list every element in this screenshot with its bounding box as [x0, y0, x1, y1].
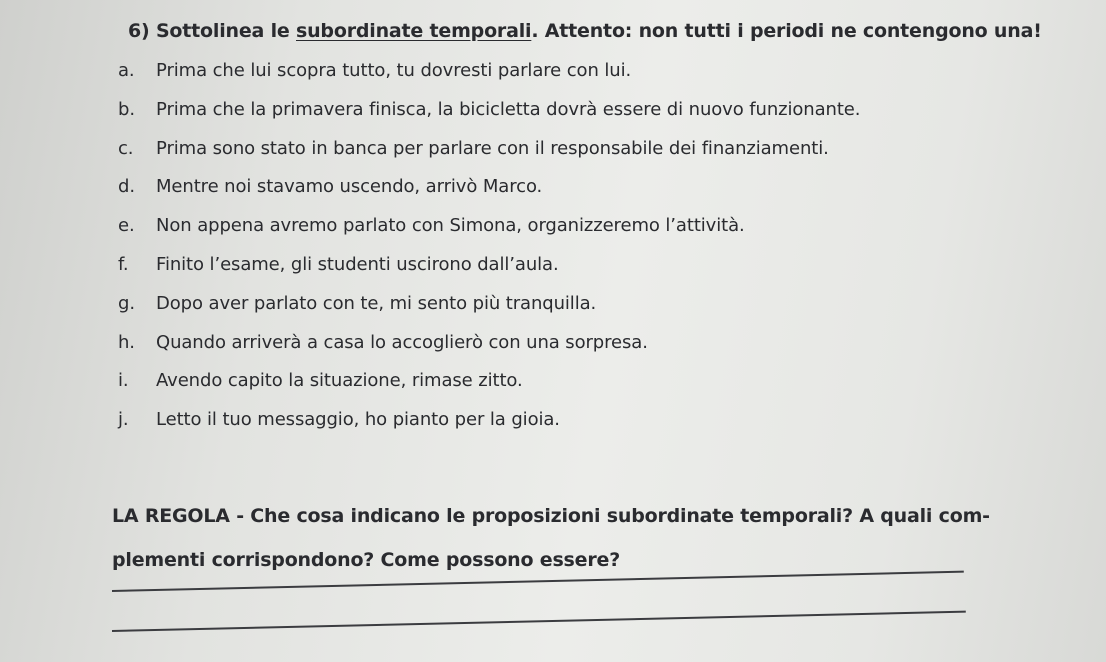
list-item-i [118, 370, 860, 409]
item-text: Dopo aver parlato con te, mi sento più tranquilla. [156, 292, 597, 314]
list-item-f [118, 254, 860, 293]
item-letter: e. [118, 215, 135, 237]
list-item-e [118, 215, 860, 254]
item-letter: g. [118, 292, 135, 314]
item-letter: i. [118, 370, 129, 392]
instruction-pre: Sottolinea le [155, 20, 290, 42]
item-text: Letto il tuo messaggio, ho pianto per la gioia. [156, 409, 560, 431]
exercise-number: 6) [128, 20, 150, 42]
list-item-b [118, 99, 860, 138]
item-letter: d. [118, 176, 135, 198]
item-text: Prima che lui scopra tutto, tu dovresti parlare con lui. [156, 60, 632, 81]
answer-line[interactable] [112, 611, 966, 632]
item-text: Avendo capito la situazione, rimase zitto. [156, 370, 523, 392]
item-letter: b. [118, 98, 135, 120]
item-letter: j. [118, 409, 129, 431]
exercise-title [128, 20, 1042, 42]
sentence-list [118, 60, 860, 448]
list-item-h [118, 332, 860, 371]
item-text: Non appena avremo parlato con Simona, organizzeremo l’attività. [156, 215, 745, 237]
list-item-c [118, 138, 860, 177]
list-item-d [118, 176, 860, 215]
list-item-g [118, 293, 860, 332]
rule-question: LA REGOLA - Che cosa indicano le proposizioni subordinate temporali? A quali com-plementi corrispondono? Come possono essere? [112, 505, 990, 571]
item-text: Prima che la primavera finisca, la bicicletta dovrà essere di nuovo funzionante. [156, 98, 861, 120]
item-letter: c. [118, 137, 134, 159]
item-letter: f. [118, 253, 129, 275]
item-letter: h. [118, 331, 135, 353]
list-item-a [118, 60, 860, 99]
item-letter: a. [118, 60, 135, 81]
item-text: Mentre noi stavamo uscendo, arrivò Marco. [156, 176, 543, 198]
item-text: Quando arriverà a casa lo accoglierò con una sorpresa. [156, 331, 648, 353]
item-text: Finito l’esame, gli studenti uscirono dall’aula. [156, 253, 559, 275]
instruction-underlined: subordinate temporali [296, 20, 532, 42]
list-item-j [118, 409, 860, 448]
instruction-post: . Attento: non tutti i periodi ne contengono una! [531, 20, 1042, 42]
item-text: Prima sono stato in banca per parlare con il responsabile dei finanziamenti. [156, 137, 829, 159]
